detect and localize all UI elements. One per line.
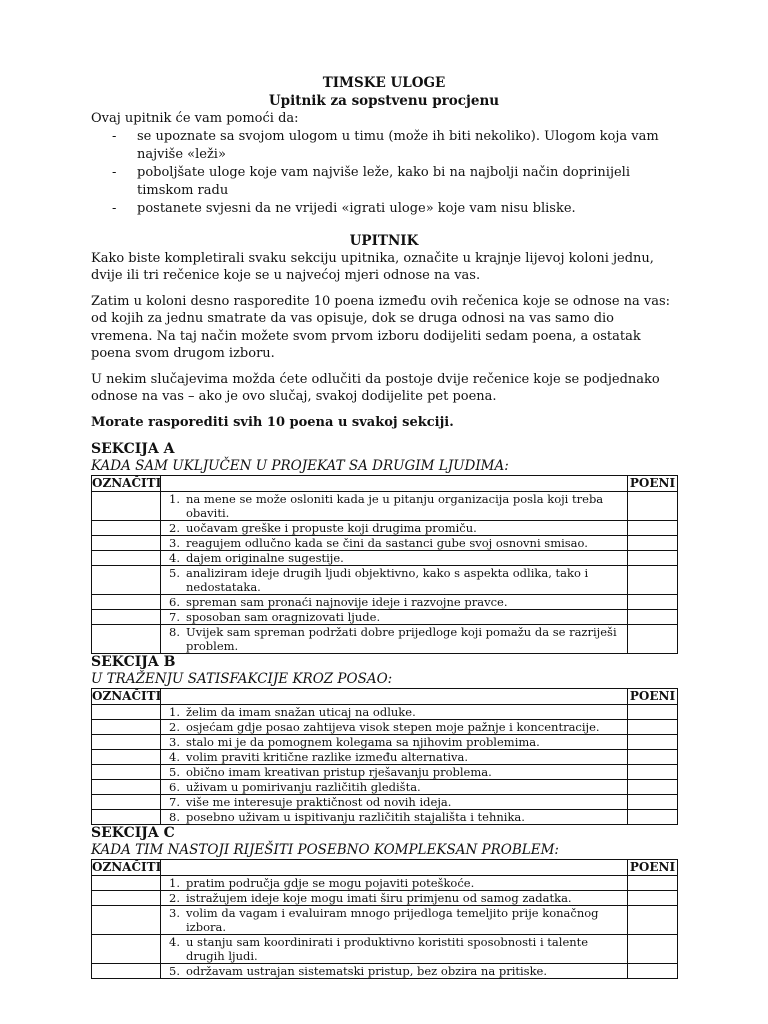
mark-cell[interactable] [92,765,161,780]
points-column-header: POENI [628,860,678,876]
points-cell[interactable] [628,551,678,566]
mark-cell[interactable] [92,551,161,566]
statement-number: 7. [169,795,180,809]
statement-text: na mene se može osloniti kada je u pitanju organizacija posla koji treba obaviti. [186,492,604,520]
section-table [91,688,678,825]
mark-cell[interactable] [92,536,161,551]
statement-cell [161,536,628,551]
points-cell[interactable] [628,720,678,735]
mark-cell[interactable] [92,750,161,765]
statement-text: istražujem ideje koje mogu imati širu primjenu od samog zadatka. [186,891,572,905]
statement-text: dajem originalne sugestije. [186,551,344,565]
mark-column-header: OZNAČITI [92,689,162,703]
document-page [91,74,677,979]
statement-text: pratim područja gdje se mogu pojaviti poteškoće. [186,876,475,890]
statement-text: u stanju sam koordinirati i produktivno koristiti sposobnosti i talente drugih ljudi. [186,935,589,963]
mark-cell[interactable] [92,891,161,906]
mark-column-header: OZNAČITI [92,476,162,490]
table-row [92,551,678,566]
statement-number: 1. [169,705,180,719]
points-cell[interactable] [628,876,678,891]
intro-bullet [91,128,677,164]
mark-cell[interactable] [92,566,161,595]
statement-text: spreman sam pronaći najnovije ideje i razvojne pravce. [186,595,508,609]
section-title: SEKCIJA C [91,825,175,841]
statement-text: obično imam kreativan pristup rješavanju problema. [186,765,492,779]
mark-cell[interactable] [92,521,161,536]
statement-number: 4. [169,551,180,565]
section-table [91,475,678,654]
bullet-dash: - [112,128,117,144]
points-cell[interactable] [628,705,678,720]
statement-cell [161,964,628,979]
statement-cell [161,780,628,795]
points-cell[interactable] [628,492,678,521]
statement-number: 3. [169,735,180,749]
points-cell[interactable] [628,891,678,906]
statement-text: Uvijek sam spreman podržati dobre prijedloge koji pomažu da se razriješi problem. [186,625,617,653]
mark-cell[interactable] [92,492,161,521]
statement-column-header [161,689,628,705]
points-cell[interactable] [628,795,678,810]
statement-text: želim da imam snažan uticaj na odluke. [186,705,416,719]
statement-column-header [161,476,628,492]
table-row [92,705,678,720]
statement-cell [161,551,628,566]
instruction-paragraph: Kako biste kompletirali svaku sekciju upitnika, označite u krajnje lijevoj koloni jednu, dvije ili tri rečenice koje se u najvećoj mjeri odnose na vas. [91,250,654,283]
statement-text: volim da vagam i evaluiram mnogo prijedloga temeljito prije konačnog izbora. [186,906,599,934]
points-cell[interactable] [628,750,678,765]
section-table [91,859,678,979]
points-column-header: POENI [628,476,678,492]
mark-cell[interactable] [92,906,161,935]
statement-text: reagujem odlučno kada se čini da sastanci gube svoj osnovni smisao. [186,536,588,550]
statement-cell [161,810,628,825]
table-row [92,610,678,625]
upitnik-heading: UPITNIK [349,232,419,249]
table-row [92,521,678,536]
bullet-dash: - [112,164,117,180]
statement-item [161,935,627,963]
mark-cell[interactable] [92,935,161,964]
statement-cell [161,750,628,765]
table-row [92,935,678,964]
instruction-emphasis: Morate rasporediti svih 10 poena u svakoj sekciji. [91,414,454,430]
statement-text: uočavam greške i propuste koji drugima promiču. [186,521,477,535]
statement-item [161,705,627,719]
instruction-paragraph: Zatim u koloni desno rasporedite 10 poena između ovih rečenica koje se odnose na vas: od kojih za jednu smatrate da vas opisuje, dok se druga odnosi na vas samo dio vremena. Na taj način možete svom prvom izboru dodijeliti sedam poena, a ostatak poena svom drugom izboru. [91,293,671,361]
mark-cell[interactable] [92,625,161,654]
statement-text: stalo mi je da pomognem kolegama sa njihovim problemima. [186,735,540,749]
statement-text: posebno uživam u ispitivanju različitih stajališta i tehnika. [186,810,525,824]
points-cell[interactable] [628,735,678,750]
table-row [92,566,678,595]
statement-number: 2. [169,891,180,905]
statement-cell [161,595,628,610]
points-cell[interactable] [628,536,678,551]
statement-cell [161,492,628,521]
table-row [92,765,678,780]
statement-cell [161,735,628,750]
instruction-paragraph: U nekim slučajevima možda ćete odlučiti da postoje dvije rečenice koje se podjednako odnose na vas – ako je ovo slučaj, svakoj dodijelite pet poena. [91,371,660,404]
intro-bullet-list [91,128,677,218]
points-cell[interactable] [628,521,678,536]
table-row [92,735,678,750]
points-cell[interactable] [628,906,678,935]
statement-number: 8. [169,625,180,639]
statement-item [161,810,627,824]
mark-cell[interactable] [92,964,161,979]
section-subtitle: KADA TIM NASTOJI RIJEŠITI POSEBNO KOMPLEKSAN PROBLEM: [91,842,559,858]
points-cell[interactable] [628,765,678,780]
mark-cell[interactable] [92,795,161,810]
mark-cell[interactable] [92,780,161,795]
table-row [92,964,678,979]
statement-number: 1. [169,492,180,506]
table-row [92,906,678,935]
points-cell[interactable] [628,625,678,654]
statement-cell [161,521,628,536]
table-row [92,750,678,765]
table-header-row [92,860,678,876]
statement-number: 6. [169,595,180,609]
table-row [92,876,678,891]
statement-number: 7. [169,610,180,624]
points-cell[interactable] [628,780,678,795]
points-column-header: POENI [628,689,678,705]
statement-item [161,964,627,978]
statement-text: osjećam gdje posao zahtijeva visok stepen moje pažnje i koncentracije. [186,720,600,734]
statement-cell [161,720,628,735]
intro-bullet [91,164,677,200]
table-row [92,536,678,551]
statement-number: 8. [169,810,180,824]
mark-cell[interactable] [92,735,161,750]
statement-number: 5. [169,964,180,978]
statement-cell [161,705,628,720]
statement-cell [161,906,628,935]
statement-cell [161,566,628,595]
table-row [92,810,678,825]
statement-number: 3. [169,536,180,550]
sections-container [91,441,677,979]
statement-item [161,536,627,550]
mark-column-header: OZNAČITI [92,860,162,874]
section-title: SEKCIJA A [91,441,175,457]
statement-item [161,750,627,764]
points-cell[interactable] [628,566,678,595]
statement-item [161,521,627,535]
mark-cell[interactable] [92,876,161,891]
statement-cell [161,610,628,625]
statement-text: analiziram ideje drugih ljudi objektivno, kako s aspekta odlika, tako i nedostataka. [186,566,589,594]
document-title: TIMSKE ULOGE [322,75,446,91]
table-header-row [92,689,678,705]
table-row [92,625,678,654]
statement-cell [161,765,628,780]
table-row [92,891,678,906]
statement-item [161,720,627,734]
statement-number: 2. [169,720,180,734]
bullet-text: poboljšate uloge koje vam najviše leže, kako bi na najbolji način doprinijeli timskom radu [137,164,630,198]
statement-item [161,876,627,890]
statement-item [161,566,627,594]
statement-cell [161,935,628,964]
table-row [92,595,678,610]
table-row [92,720,678,735]
document-subtitle: Upitnik za sopstvenu procjenu [268,93,500,109]
statement-number: 4. [169,750,180,764]
points-cell[interactable] [628,610,678,625]
statement-text: volim praviti kritične razlike između alternativa. [186,750,469,764]
statement-item [161,765,627,779]
mark-cell[interactable] [92,720,161,735]
table-header-row [92,476,678,492]
table-row [92,780,678,795]
statement-cell [161,625,628,654]
statement-item [161,906,627,934]
statement-number: 4. [169,935,180,949]
section-subtitle: KADA SAM UKLJUČEN U PROJEKAT SA DRUGIM LJUDIMA: [91,458,509,474]
statement-number: 6. [169,780,180,794]
intro-bullet [91,200,677,218]
points-cell[interactable] [628,964,678,979]
statement-cell [161,795,628,810]
statement-item [161,780,627,794]
statement-item [161,551,627,565]
statement-text: sposoban sam oragnizovati ljude. [186,610,381,624]
statement-cell [161,891,628,906]
points-cell[interactable] [628,810,678,825]
statement-item [161,595,627,609]
mark-cell[interactable] [92,595,161,610]
statement-number: 1. [169,876,180,890]
section-subtitle: U TRAŽENJU SATISFAKCIJE KROZ POSAO: [91,671,393,687]
statement-item [161,795,627,809]
statement-number: 3. [169,906,180,920]
intro-lead: Ovaj upitnik će vam pomoći da: [91,111,299,126]
mark-cell[interactable] [92,705,161,720]
mark-cell[interactable] [92,610,161,625]
statement-item [161,492,627,520]
statement-number: 2. [169,521,180,535]
statement-item [161,735,627,749]
statement-item [161,610,627,624]
points-cell[interactable] [628,595,678,610]
bullet-text: postanete svjesni da ne vrijedi «igrati uloge» koje vam nisu bliske. [137,200,576,216]
statement-cell [161,876,628,891]
section-title: SEKCIJA B [91,654,176,670]
bullet-text: se upoznate sa svojom ulogom u timu (može ih biti nekoliko). Ulogom koja vam najviše «leži» [137,128,659,162]
table-row [92,492,678,521]
points-cell[interactable] [628,935,678,964]
statement-number: 5. [169,765,180,779]
mark-cell[interactable] [92,810,161,825]
statement-item [161,891,627,905]
statement-item [161,625,627,653]
table-row [92,795,678,810]
statement-text: više me interesuje praktičnost od novih ideja. [186,795,452,809]
statement-column-header [161,860,628,876]
statement-number: 5. [169,566,180,580]
bullet-dash: - [112,200,117,216]
statement-text: uživam u pomirivanju različitih gledišta. [186,780,421,794]
statement-text: održavam ustrajan sistematski pristup, bez obzira na pritiske. [186,964,548,978]
